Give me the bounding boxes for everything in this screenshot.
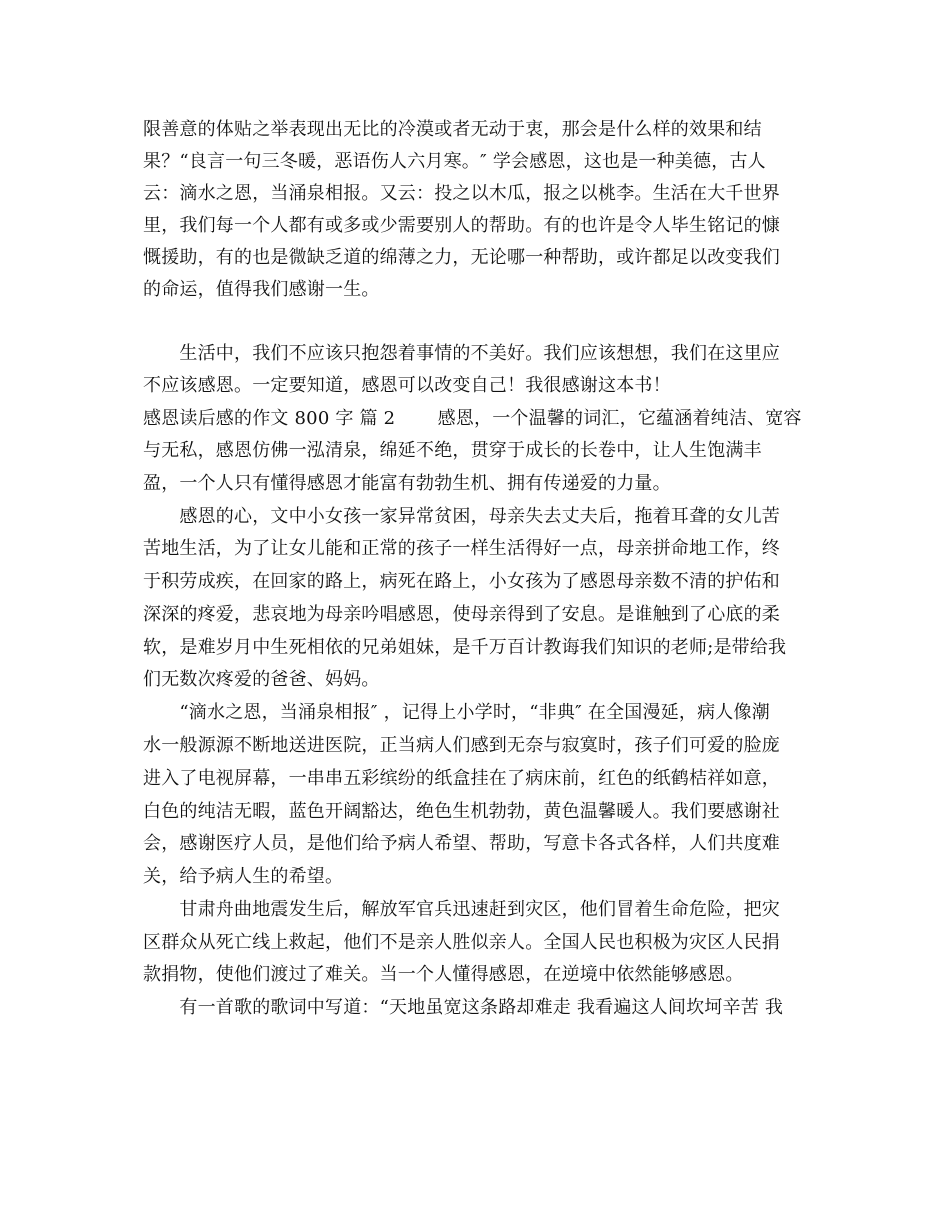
text-line: 于积劳成疾，在回家的路上，病死在路上，小女孩为了感恩母亲数不清的护佑和 xyxy=(143,571,780,592)
text-line: 苦地生活，为了让女儿能和正常的孩子一样生活得好一点，母亲拼命地工作，终 xyxy=(143,538,780,559)
text-line: 里，我们每一个人都有或多或少需要别人的帮助。有的也许是令人毕生铭记的慷 xyxy=(143,215,780,236)
text-line: 深深的疼爱，悲哀地为母亲吟唱感恩，使母亲得到了安息。是谁触到了心底的柔 xyxy=(143,604,780,625)
text-line: 进入了电视屏幕，一串串五彩缤纷的纸盒挂在了病床前，红色的纸鹤桔祥如意， xyxy=(143,768,780,789)
text-line: 们无数次疼爱的爸爸、妈妈。 xyxy=(143,669,380,690)
text-line: 果？“良言一句三冬暖，恶语伤人六月寒。″ 学会感恩，这也是一种美德，古人 xyxy=(143,151,766,172)
text-line: “滴水之恩，当涌泉相报″ ，记得上小学时，“非典″ 在全国漫延，病人像潮 xyxy=(143,702,770,723)
text-line: 盈，一个人只有懂得感恩才能富有勃勃生机、拥有传递爱的力量。 xyxy=(143,473,671,494)
text-line: 水一般源源不断地送进医院，正当病人们感到无奈与寂寞时，孩子们可爱的脸庞 xyxy=(143,735,780,756)
text-line: 云：滴水之恩，当涌泉相报。又云：投之以木瓜，报之以桃李。生活在大千世界 xyxy=(143,183,780,204)
text-line: 生活中，我们不应该只抱怨着事情的不美好。我们应该想想，我们在这里应 xyxy=(143,343,780,364)
text-line: 不应该感恩。一定要知道，感恩可以改变自己！我很感谢这本书！ xyxy=(143,375,671,396)
text-line: 会，感谢医疗人员，是他们给予病人希望、帮助，写意卡各式各样，人们共度难 xyxy=(143,833,780,854)
text-line: 与无私，感恩仿佛一泓清泉，绵延不绝，贯穿于成长的长卷中，让人生饱满丰 xyxy=(143,440,762,461)
text-line: 款捐物，使他们渡过了难关。当一个人懂得感恩，在逆境中依然能够感恩。 xyxy=(143,964,744,985)
heading-line: 感恩读后感的作文 800 字 篇 2 感恩，一个温馨的词汇，它蕴涵着纯洁、宽容 xyxy=(143,408,802,429)
text-line: 甘肃舟曲地震发生后，解放军官兵迅速赶到灾区，他们冒着生命危险，把灾 xyxy=(143,899,780,920)
text-line: 白色的纯洁无暇，蓝色开阔豁达，绝色生机勃勃，黄色温馨暖人。我们要感谢社 xyxy=(143,801,780,822)
text-line: 区群众从死亡线上救起，他们不是亲人胜似亲人。全国人民也积极为灾区人民捐 xyxy=(143,932,780,953)
text-line: 限善意的体贴之举表现出无比的冷漠或者无动于衷，那会是什么样的效果和结 xyxy=(143,119,762,140)
text-line: 软，是难岁月中生死相依的兄弟姐妹，是千万百计教诲我们知识的老师;是带给我 xyxy=(143,637,787,658)
text-line: 慨援助，有的也是微缺乏道的绵薄之力，无论哪一种帮助，或许都足以改变我们 xyxy=(143,247,780,268)
text-line: 的命运，值得我们感谢一生。 xyxy=(143,279,380,300)
text-line: 有一首歌的歌词中写道：“天地虽宽这条路却难走 我看遍这人间坎坷辛苦 我 xyxy=(143,997,784,1018)
text-line: 感恩的心，文中小女孩一家异常贫困，母亲失去丈夫后，拖着耳聋的女儿苦 xyxy=(143,506,780,527)
text-line: 关，给予病人生的希望。 xyxy=(143,866,344,887)
